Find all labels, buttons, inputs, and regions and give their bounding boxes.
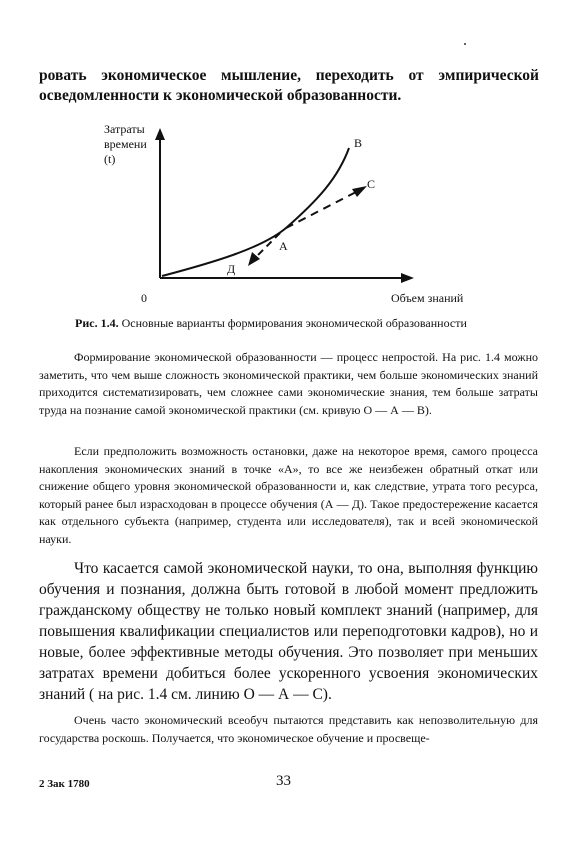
page-number: 33 [276, 773, 291, 789]
paragraph-3: Что касается самой экономической науки, то она, выполняя функцию обучения и познания, должна быть готовой в любой момент предложить гражданскому обществу не только новый комплект знаний (например, для повышения квалификации специалистов или переподготовки кадров), но и новые, более эффективные методы обучения. Это позволяет при меньших затратах времени добиться более ускоренного усвоения экономических знаний ( на рис. 1.4 см. линию О — А — С). [39, 560, 538, 703]
intro-paragraph: ровать экономическое мышление, переходить от эмпирической осведомленности к экономической образованности. [39, 67, 539, 104]
x-axis-label: Объем знаний [391, 291, 464, 305]
y-axis-label-1: Затраты [104, 122, 145, 136]
paragraph-4: Очень часто экономический всеобуч пытаются представить как непозволительную для государства роскошь. Получается, что экономическое обучение и просвеще- [39, 713, 538, 745]
caption-number: Рис. 1.4. [75, 316, 119, 330]
y-axis-arrow [155, 128, 165, 140]
point-c-label: С [367, 177, 376, 191]
paragraph-1: Формирование экономической образованности — процесс непростой. На рис. 1.4 можно заметить, что чем выше сложность экономической практики, чем больше экономических знаний приходится систематизировать, чем сложнее сами экономические знания, тем больше затраты труда на познание самой экономической практики (см. кривую О — А — В). [39, 350, 538, 417]
point-d-label: Д [227, 262, 236, 276]
figure-diagram [0, 0, 579, 340]
line-ac [286, 191, 358, 228]
paragraph-2: Если предположить возможность остановки, даже на некоторое время, самого процесса накопления экономических знаний в точке «А», то все же неизбежен обратный откат или снижение общего уровня экономической образованности и, как следствие, утрата того ресурса, который ранее был израсходован в процессе обучения (А — Д). Такое предостережение касается как отдельного субъекта (например, студента или исследователя), так и всей экономической науки. [39, 444, 538, 546]
caption-text: Основные варианты формирования экономической образованности [118, 316, 467, 330]
origin-label: 0 [141, 291, 147, 305]
point-b-label: В [354, 136, 363, 150]
figure-caption [75, 316, 525, 331]
point-a-label: А [279, 239, 288, 253]
arrow-c-head [352, 186, 367, 197]
x-axis-arrow [401, 273, 414, 283]
printer-mark: 2 Зак 1780 [39, 778, 90, 790]
y-axis-label-2: времени [104, 137, 147, 151]
y-axis-label-3: (t) [104, 152, 116, 166]
figure [0, 0, 579, 340]
